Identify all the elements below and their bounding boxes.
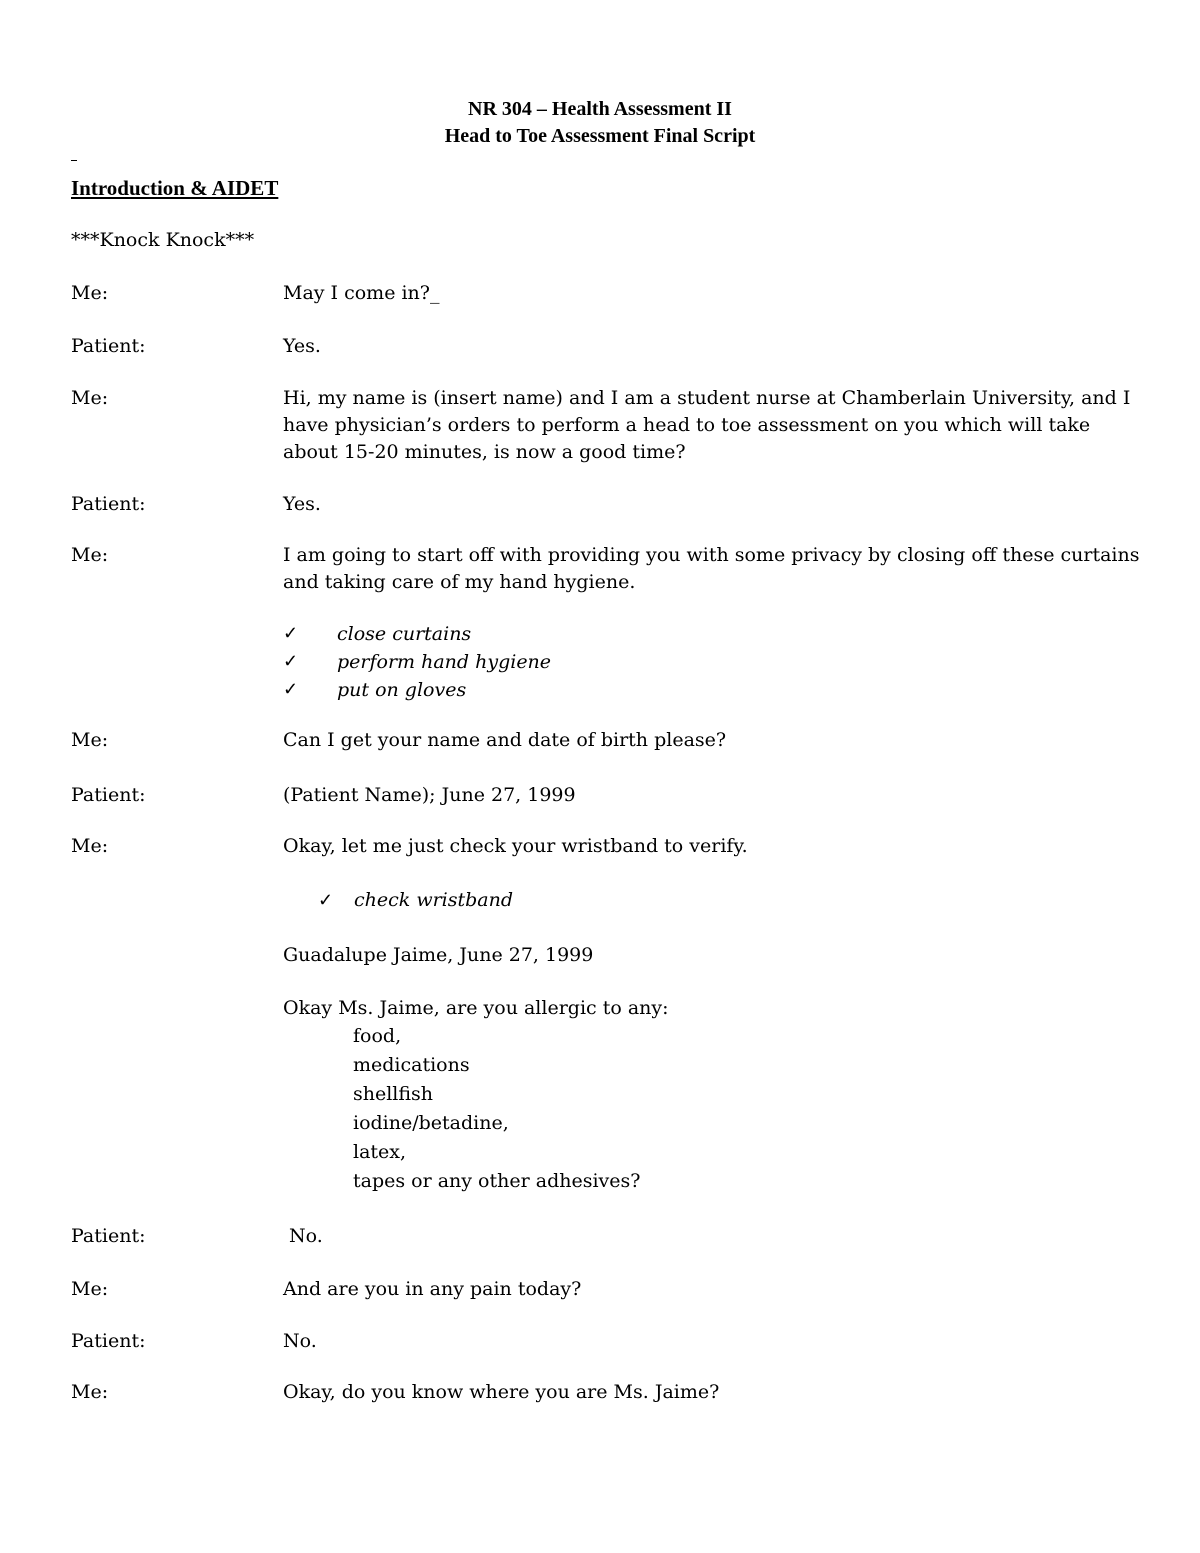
checklist-item — [283, 620, 551, 648]
document-title: NR 304 – Health Assessment II — [468, 98, 732, 120]
speaker-label: Me: — [71, 544, 109, 566]
speaker-label: Patient: — [71, 784, 146, 806]
checklist-item — [283, 648, 551, 676]
speaker-label: Me: — [71, 1381, 109, 1403]
checkmark-icon: ✓ — [283, 623, 299, 644]
checklist-item — [283, 676, 551, 704]
speaker-label: Me: — [71, 282, 109, 304]
speaker-label: Patient: — [71, 1225, 146, 1247]
speech-text: Hi, my name is (insert name) and I am a student nurse at Chamberlain University, and I have physician’s orders to perform a head to toe assessment on you which will take about 15-20 minutes, is now a good time? — [283, 387, 1131, 463]
speech-text: No. — [283, 1225, 323, 1247]
speaker-label: Patient: — [71, 1330, 146, 1352]
list-item: medications — [353, 1054, 470, 1076]
list-item: latex, — [353, 1141, 407, 1163]
speech-text: Can I get your name and date of birth please? — [283, 729, 727, 751]
document-subtitle: Head to Toe Assessment Final Script — [444, 125, 756, 147]
speech-text: Yes. — [283, 493, 321, 515]
speech-text: I am going to start off with providing you with some privacy by closing off these curtains and taking care of my hand hygiene. — [283, 544, 1140, 593]
wristband-check-item — [318, 887, 513, 914]
privacy-checklist — [283, 620, 551, 704]
checklist-item-label: perform hand hygiene — [337, 651, 552, 673]
patient-identity: Guadalupe Jaime, June 27, 1999 — [283, 944, 594, 966]
section-heading: Introduction & AIDET — [71, 176, 279, 200]
speech-text: Okay, let me just check your wristband to verify. — [283, 835, 748, 857]
speaker-label: Me: — [71, 729, 109, 751]
speaker-label: Me: — [71, 835, 109, 857]
checkmark-icon: ✓ — [283, 651, 299, 672]
knock-line: ***Knock Knock*** — [71, 229, 255, 251]
checkmark-icon: ✓ — [283, 679, 299, 700]
speech-text: Okay, do you know where you are Ms. Jaime? — [283, 1381, 720, 1403]
speech-text: May I come in?_ — [283, 282, 440, 304]
speaker-label: Patient: — [71, 335, 146, 357]
list-item: iodine/betadine, — [353, 1112, 509, 1134]
speaker-label: Patient: — [71, 493, 146, 515]
speech-text: And are you in any pain today? — [283, 1278, 582, 1300]
speaker-label: Me: — [71, 387, 109, 409]
checklist-item-label: put on gloves — [337, 679, 467, 701]
checkmark-icon: ✓ — [318, 890, 334, 911]
speaker-label: Me: — [71, 1278, 109, 1300]
speech-text: No. — [283, 1330, 317, 1352]
list-item: food, — [353, 1025, 402, 1047]
checklist-item-label: close curtains — [337, 623, 472, 645]
speech-text: Yes. — [283, 335, 321, 357]
speech-text: (Patient Name); June 27, 1999 — [283, 784, 576, 806]
allergy-question: Okay Ms. Jaime, are you allergic to any: — [283, 997, 669, 1019]
stray-mark — [71, 160, 77, 161]
allergy-list — [353, 1022, 640, 1196]
wristband-check-label: check wristband — [354, 889, 514, 911]
list-item: tapes or any other adhesives? — [353, 1170, 641, 1192]
list-item: shellfish — [353, 1083, 434, 1105]
